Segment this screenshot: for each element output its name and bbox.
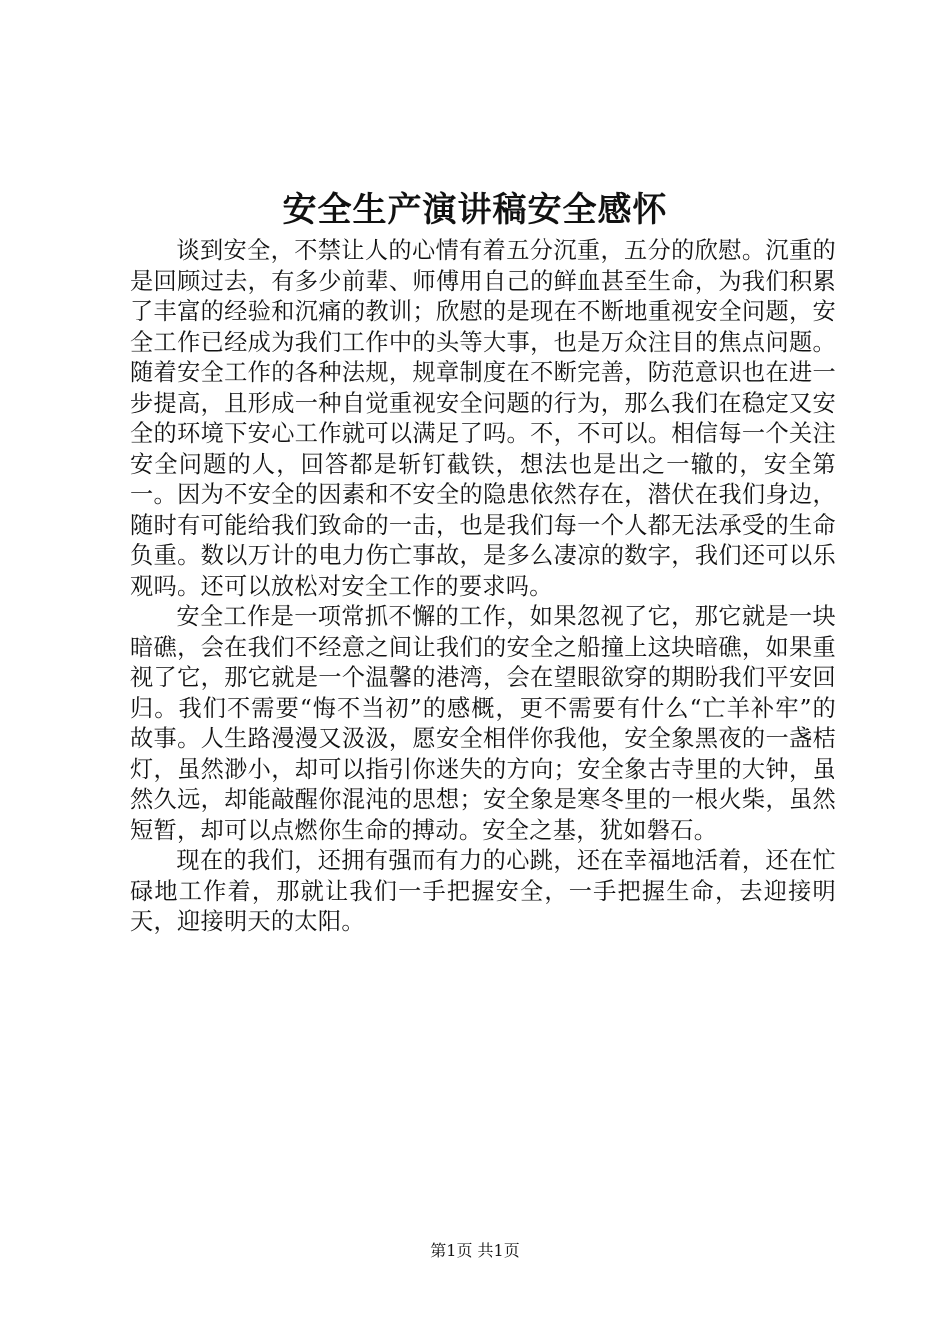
page-footer: 第1页 共1页 [430, 1241, 520, 1260]
paragraph-3: 现在的我们，还拥有强而有力的心跳，还在幸福地活着，还在忙碌地工作着，那就让我们一手把握安全，一手把握生命，去迎接明天，迎接明天的太阳。 [130, 847, 836, 935]
paragraph-1: 谈到安全，不禁让人的心情有着五分沉重，五分的欣慰。沉重的是回顾过去，有多少前辈、师傅用自己的鲜血甚至生命，为我们积累了丰富的经验和沉痛的教训；欣慰的是现在不断地重视安全问题，安全工作已经成为我们工作中的头等大事，也是万众注目的焦点问题。随着安全工作的各种法规，规章制度在不断完善，防范意识也在进一步提高，且形成一种自觉重视安全问题的行为，那么我们在稳定又安全的环境下安心工作就可以满足了吗。不，不可以。相信每一个关注安全问题的人，回答都是斩钉截铁，想法也是出之一辙的，安全第一。因为不安全的因素和不安全的隐患依然存在，潜伏在我们身边，随时有可能给我们致命的一击，也是我们每一个人都无法承受的生命负重。数以万计的电力伤亡事故，是多么凄凉的数字，我们还可以乐观吗。还可以放松对安全工作的要求吗。 [130, 237, 836, 600]
paragraph-2: 安全工作是一项常抓不懈的工作，如果忽视了它，那它就是一块暗礁，会在我们不经意之间让我们的安全之船撞上这块暗礁，如果重视了它，那它就是一个温馨的港湾，会在望眼欲穿的期盼我们平安回归。我们不需要“悔不当初”的感概，更不需要有什么“亡羊补牢”的故事。人生路漫漫又汲汲，愿安全相伴你我他，安全象黑夜的一盏桔灯，虽然渺小，却可以指引你迷失的方向；安全象古寺里的大钟，虽然久远，却能敲醒你混沌的思想；安全象是寒冬里的一根火柴，虽然短暂，却可以点燃你生命的搏动。安全之基，犹如磐石。 [130, 603, 836, 844]
document-title: 安全生产演讲稿安全感怀 [282, 190, 668, 230]
document-body [130, 236, 836, 938]
